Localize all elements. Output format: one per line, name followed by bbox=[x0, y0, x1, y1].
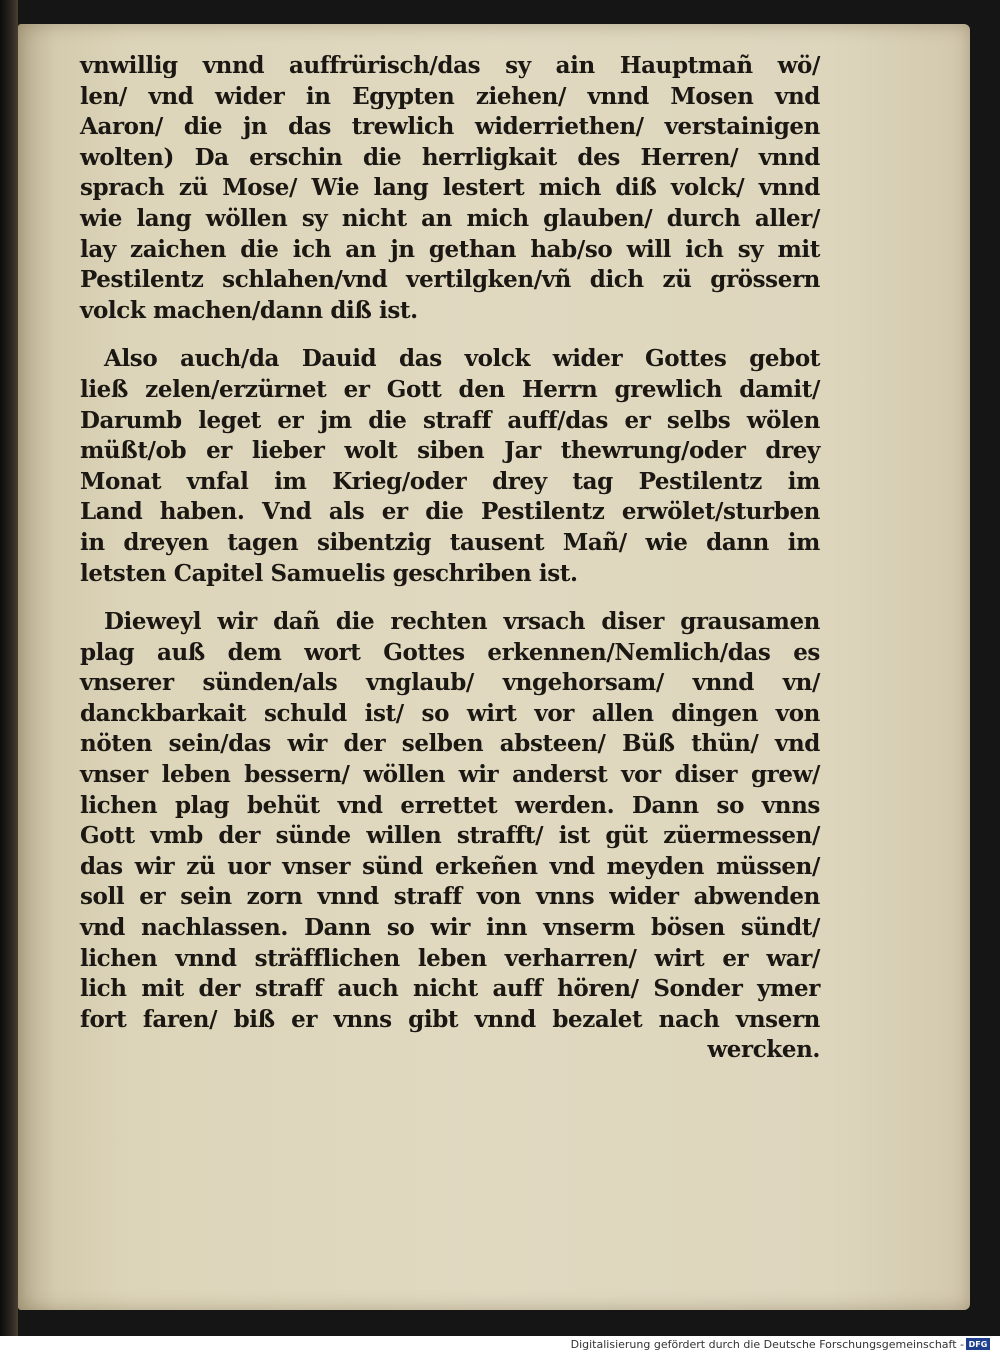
text-line: Pestilentz schlahen/vnd vertilgken/vñ dich zü grössern bbox=[80, 266, 820, 294]
paragraph-gap bbox=[80, 326, 820, 344]
text-line: Darumb leget er jm die straff auff/das er selbs wölen bbox=[80, 406, 820, 434]
text-line: letsten Capitel Samuelis geschriben ist. bbox=[80, 559, 578, 587]
text-line: müßt/ob er lieber wolt siben Jar thewrung/oder drey bbox=[80, 437, 820, 465]
page-text bbox=[80, 51, 820, 1066]
text-line: nöten sein/das wir der selben absteen/ Büß thün/ vnd bbox=[80, 730, 820, 758]
text-line: Dieweyl wir dañ die rechten vrsach diser grausamen bbox=[104, 608, 820, 636]
paragraph-1 bbox=[80, 51, 820, 326]
text-line: Monat vnfal im Krieg/oder drey tag Pestilentz im bbox=[80, 467, 820, 495]
text-line: wolten) Da erschin die herrligkait des Herren/ vnnd bbox=[80, 143, 820, 171]
text-line: plag auß dem wort Gottes erkennen/Nemlich/das es bbox=[80, 638, 820, 666]
text-line: ließ zelen/erzürnet er Gott den Herrn grewlich damit/ bbox=[80, 375, 820, 403]
paragraph-2 bbox=[80, 344, 820, 589]
text-line: wie lang wöllen sy nicht an mich glauben/ durch aller/ bbox=[80, 204, 820, 232]
text-line: vnwillig vnnd auffrürisch/das sy ain Hauptmañ wö/ bbox=[80, 52, 820, 79]
text-line: lay zaichen die ich an jn gethan hab/so will ich sy mit bbox=[80, 235, 820, 263]
text-line: Aaron/ die jn das trewlich widerriethen/ verstainigen bbox=[80, 113, 820, 141]
book-page bbox=[18, 24, 970, 1310]
text-line: lichen vnnd sträfflichen leben verharren/ wirt er war/ bbox=[80, 944, 820, 972]
text-line: vnd nachlassen. Dann so wir inn vnserm bösen sündt/ bbox=[80, 914, 820, 942]
paragraph-gap bbox=[80, 589, 820, 607]
text-line: in dreyen tagen sibentzig tausent Mañ/ wie dann im bbox=[80, 528, 820, 556]
paragraph-3 bbox=[80, 607, 820, 1066]
text-line: das wir zü uor vnser sünd erkeñen vnd meyden müssen/ bbox=[80, 852, 820, 880]
book-spine bbox=[0, 0, 18, 1336]
text-line: soll er sein zorn vnnd straff von vnns wider abwenden bbox=[80, 883, 820, 911]
text-line: lichen plag behüt vnd errettet werden. Dann so vnns bbox=[80, 791, 820, 819]
funding-credit: Digitalisierung gefördert durch die Deutsche Forschungsgemeinschaft - bbox=[570, 1338, 964, 1351]
footer-bar bbox=[0, 1336, 1000, 1353]
text-line: lich mit der straff auch nicht auff hören/ Sonder ymer bbox=[80, 975, 820, 1003]
text-line: vnser leben bessern/ wöllen wir anderst vor diser grew/ bbox=[80, 761, 820, 789]
text-line: sprach zü Mose/ Wie lang lestert mich diß volck/ vnnd bbox=[80, 174, 820, 202]
text-line: danckbarkait schuld ist/ so wirt vor allen dingen von bbox=[80, 699, 820, 727]
text-line: volck machen/dann diß ist. bbox=[80, 296, 418, 324]
text-line: vnserer sünden/als vnglaub/ vngehorsam/ vnnd vn/ bbox=[80, 669, 820, 697]
dfg-logo-icon: DFG bbox=[966, 1338, 990, 1350]
catchword: wercken. bbox=[707, 1036, 820, 1064]
text-line: fort faren/ biß er vnns gibt vnnd bezalet nach vnsern bbox=[80, 1005, 820, 1033]
text-line: Land haben. Vnd als er die Pestilentz erwölet/sturben bbox=[80, 498, 820, 526]
text-line: Gott vmb der sünde willen strafft/ ist güt züermessen/ bbox=[80, 822, 820, 850]
text-line: Also auch/da Dauid das volck wider Gottes gebot bbox=[104, 345, 820, 373]
text-line: len/ vnd wider in Egypten ziehen/ vnnd Mosen vnd bbox=[80, 82, 820, 110]
